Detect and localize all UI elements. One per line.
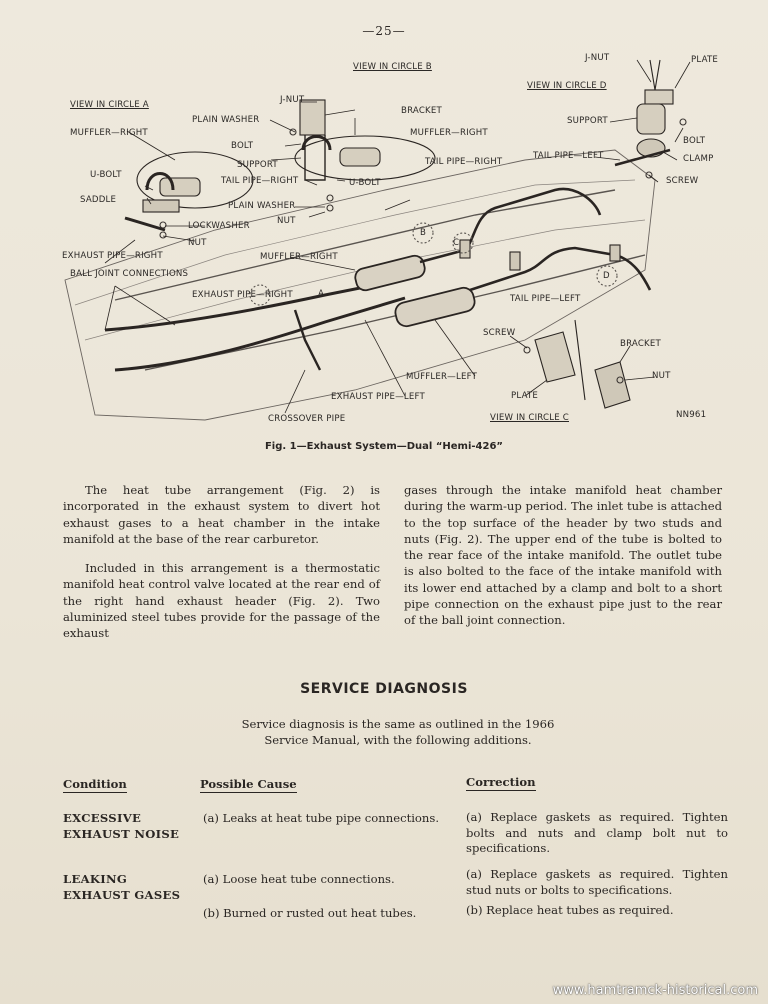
condition-leaking-gases: LEAKING EXHAUST GASES <box>63 872 181 902</box>
correction-item: (b) Replace heat tubes as required. <box>466 903 674 917</box>
label-u-bolt-b: U-BOLT <box>349 178 381 188</box>
label-muffler-right-b: MUFFLER—RIGHT <box>410 128 488 138</box>
label-plate-d: PLATE <box>691 55 719 65</box>
label-circle-c: C <box>453 238 460 248</box>
cause-item: (b) Burned or rusted out heat tubes. <box>203 906 417 920</box>
correction-item: (a) Replace gaskets as required. Tighten stud nuts or bolts to specifications. <box>466 867 728 897</box>
label-plain-washer-b2: PLAIN WASHER <box>228 201 296 211</box>
header-correction: Correction <box>466 775 536 789</box>
label-plain-washer-b1: PLAIN WASHER <box>192 115 260 125</box>
label-exhaust-pipe-right-main: EXHAUST PIPE—RIGHT <box>192 290 293 300</box>
exhaust-diagram <box>55 40 735 440</box>
label-view-in-circle-d: VIEW IN CIRCLE D <box>527 81 607 91</box>
label-bracket-c: BRACKET <box>620 339 661 349</box>
label-tail-pipe-left-main: TAIL PIPE—LEFT <box>510 294 581 304</box>
label-screw-d: SCREW <box>666 176 699 186</box>
label-saddle: SADDLE <box>80 195 117 205</box>
exhaust-system-figure <box>55 40 735 440</box>
paragraph: Included in this arrangement is a thermostatic manifold heat control valve located at the rear end of the right hand exhaust header (Fig. 2). Two aluminized steel tubes provide for the passage of the exhaust <box>63 561 380 641</box>
label-support-d: SUPPORT <box>567 116 608 126</box>
section-title: SERVICE DIAGNOSIS <box>300 681 468 697</box>
header-condition: Condition <box>63 777 127 791</box>
label-exhaust-pipe-left: EXHAUST PIPE—LEFT <box>331 392 425 402</box>
cause-item: (a) Leaks at heat tube pipe connections. <box>203 811 440 825</box>
paragraph: gases through the intake manifold heat chamber during the warm-up period. The inlet tube is attached to the top surface of the header by two studs and nuts (Fig. 2). The upper end of the tube is bolted to the rear face of the intake manifold. The outlet tube is also bolted to the face of the intake manifold with its lower end attached by a clamp and bolt to a short pipe connection on the exhaust pipe just to the rear of the ball joint connection. <box>404 483 722 628</box>
label-muffler-right-main: MUFFLER—RIGHT <box>260 252 338 262</box>
figure-caption: Fig. 1—Exhaust System—Dual “Hemi-426” <box>264 441 504 452</box>
condition-excessive-noise: EXCESSIVE EXHAUST NOISE <box>63 811 180 841</box>
label-view-in-circle-b: VIEW IN CIRCLE B <box>353 62 432 72</box>
paragraph: The heat tube arrangement (Fig. 2) is incorporated in the exhaust system to divert hot exhaust gases to a heat chamber in the intake manifold at the base of the rear carburetor. <box>63 483 380 546</box>
label-ball-joint-connections: BALL JOINT CONNECTIONS <box>70 269 189 279</box>
label-j-nut-b: J-NUT <box>280 95 305 105</box>
right-text-column <box>404 482 722 642</box>
label-j-nut-d: J-NUT <box>585 53 610 63</box>
label-nut-c: NUT <box>652 371 671 381</box>
label-bracket-b: BRACKET <box>401 106 442 116</box>
label-muffler-left: MUFFLER—LEFT <box>406 372 478 382</box>
label-tail-pipe-right-b: TAIL PIPE—RIGHT <box>221 176 299 186</box>
label-view-in-circle-c: VIEW IN CIRCLE C <box>490 413 569 423</box>
label-nut-b: NUT <box>277 216 296 226</box>
label-view-in-circle-a: VIEW IN CIRCLE A <box>70 100 149 110</box>
cause-item: (a) Loose heat tube connections. <box>203 872 395 886</box>
label-exhaust-pipe-right-a: EXHAUST PIPE—RIGHT <box>62 251 163 261</box>
label-u-bolt-a: U-BOLT <box>90 170 122 180</box>
label-circle-a: A <box>318 289 325 299</box>
label-clamp-d: CLAMP <box>683 154 714 164</box>
page-number: —25— <box>362 24 406 38</box>
label-circle-d: D <box>603 271 610 281</box>
label-bolt-d: BOLT <box>683 136 706 146</box>
left-text-column <box>63 482 380 655</box>
header-possible-cause: Possible Cause <box>200 777 297 791</box>
watermark: www.hamtramck-historical.com <box>552 983 758 998</box>
section-intro: Service diagnosis is the same as outlined in the 1966 Service Manual, with the following additions. <box>241 717 555 747</box>
label-bolt-b: BOLT <box>231 141 254 151</box>
label-tail-pipe-right-main: TAIL PIPE—RIGHT <box>425 157 503 167</box>
label-circle-b: B <box>420 228 427 238</box>
correction-item: (a) Replace gaskets as required. Tighten bolts and nuts and clamp bolt nut to specifications. <box>466 810 728 855</box>
label-nut-a: NUT <box>188 238 207 248</box>
label-crossover-pipe: CROSSOVER PIPE <box>268 414 346 424</box>
label-muffler-right-a: MUFFLER—RIGHT <box>70 128 148 138</box>
label-screw-c: SCREW <box>483 328 516 338</box>
figure-code: NN961 <box>676 410 707 420</box>
label-tail-pipe-left-d: TAIL PIPE—LEFT <box>533 151 604 161</box>
label-lockwasher: LOCKWASHER <box>188 221 250 231</box>
label-plate-c: PLATE <box>511 391 539 401</box>
label-support-b: SUPPORT <box>237 160 278 170</box>
